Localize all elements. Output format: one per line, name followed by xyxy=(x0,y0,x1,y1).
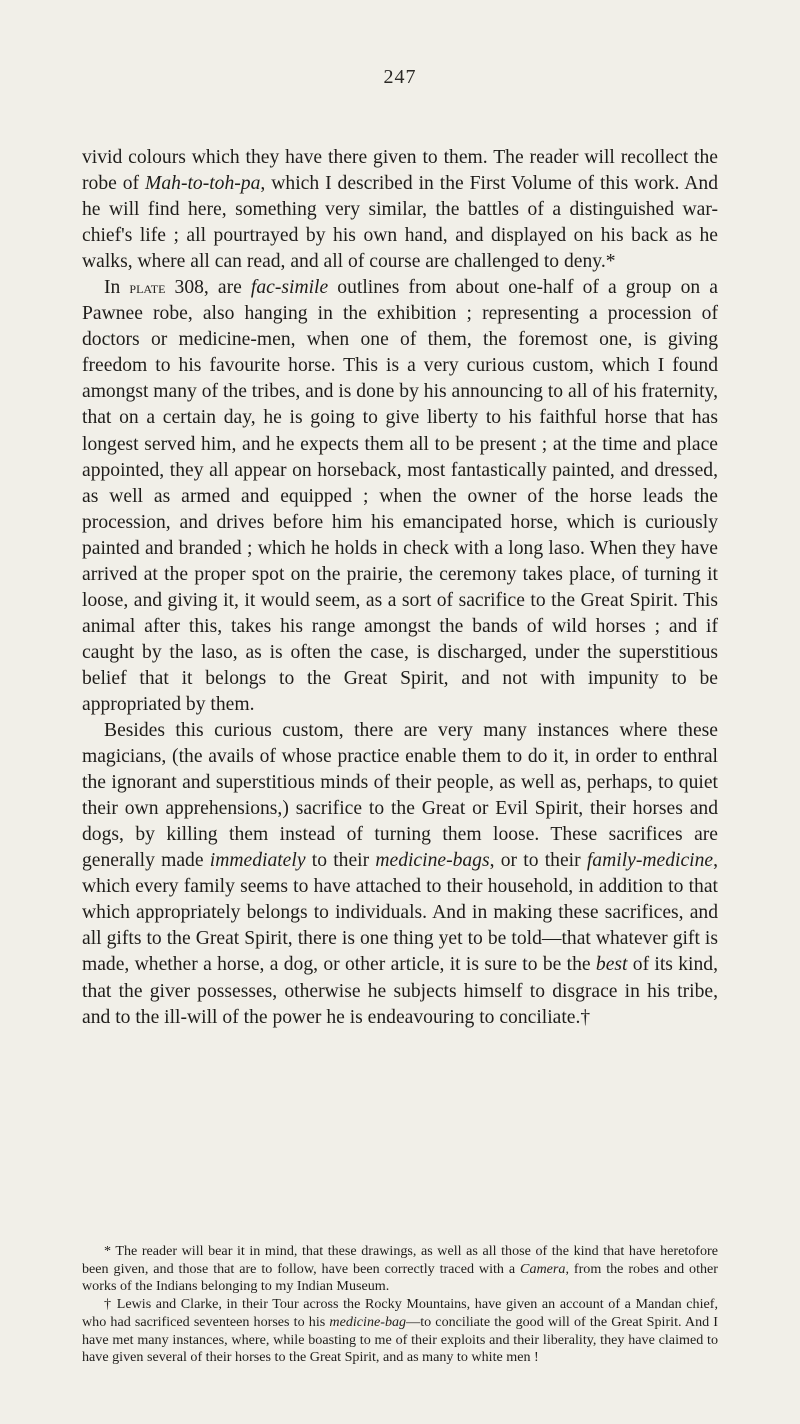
text-run: outlines from about one-half of a group on a Pawnee robe, also hanging in the exhibition ; representing a procession of doctors or medicine-men, when one of them, the foremost one, is giving freedom to his favourite horse. This is a very curious custom, which I found amongst many of the tribes, and is done by his announcing to all of his fraternity, that on a certain day, he is going to give liberty to his faithful horse that has longest served him, and he expects them all to be present ; at the time and place appointed, they all appear on horseback, most fantastically painted, and dressed, as well as armed and equipped ; when the owner of the horse leads the procession, and drives before him his emancipated horse, which is curiously painted and branded ; which he holds in check with a long laso. When they have arrived at the proper spot on the prairie, the ceremony takes place, of turning it loose, and giving it, it would seem, as a sort of sacrifice to the Great Spirit. This animal after this, takes his range amongst the bands of wild horses ; and if caught by the laso, as is often the case, is discharged, under the superstitious belief that it belongs to the Great Spirit, and not with impunity to be appropriated by them. xyxy=(82,277,718,715)
text-run: , which I described in the First Volume of this work. And he will find here, something very similar, the battles of a distinguished war-chief's life ; all pourtrayed by his own hand, and displayed on his back as he walks, where all can read, and all of course are challenged to deny.* xyxy=(82,173,718,273)
body-text xyxy=(82,145,718,1031)
italic-text: medicine-bag xyxy=(329,1313,407,1330)
italic-text: Mah-to-toh-pa xyxy=(145,173,261,195)
italic-text: best xyxy=(595,954,628,976)
text-run: , which every family seems to have attached to their household, in addition to that which appropriately belongs to individuals. And in making these sacrifices, and all gifts to the Great Spirit, there is one thing yet to be told—that whatever gift is made, whether a horse, a dog, or other article, it is sure to be the xyxy=(82,850,718,976)
text-run: of its kind, that the giver possesses, otherwise he subjects himself to disgrace in his tribe, and to the ill-will of the power he is endeavouring to conciliate.† xyxy=(82,954,718,1028)
italic-text: immediately xyxy=(209,850,306,872)
footnote xyxy=(82,1243,718,1296)
paragraph xyxy=(82,145,718,275)
italic-text: medicine-bags xyxy=(375,850,490,872)
italic-text: Camera xyxy=(520,1260,566,1277)
text-run: plate xyxy=(129,278,166,298)
page-number: 247 xyxy=(383,66,417,88)
paragraph xyxy=(82,718,718,1031)
text-run: to their xyxy=(305,850,376,872)
text-run: In xyxy=(104,277,130,299)
italic-text: fac-simile xyxy=(250,277,329,299)
text-run: vivid colours which they have there given to them. The reader will recollect the robe of xyxy=(82,147,718,195)
text-run: , from the robes and other works of the Indians belonging to my Indian Museum. xyxy=(82,1260,719,1295)
text-run: * The reader will bear it in mind, that these drawings, as well as all those of the kind that have heretofore been given, and those that are to follow, have been correctly traced with a xyxy=(82,1243,718,1277)
text-run: † Lewis and Clarke, in their Tour across the Rocky Mountains, have given an account of a Mandan chief, who had sacrificed seventeen horses to his xyxy=(82,1296,718,1330)
footnotes xyxy=(82,1243,718,1367)
text-run: Besides this curious custom, there are very many instances where these magicians, (the avails of whose practice enable them to do it, in order to enthral the ignorant and superstitious minds of their people, as well as, perhaps, to quiet their own apprehensions,) sacrifice to the Great or Evil Spirit, their horses and dogs, by killing them instead of turning them loose. These sacrifices are generally made xyxy=(82,720,718,872)
text-run: 308, are xyxy=(165,277,251,299)
italic-text: family-medicine xyxy=(586,850,714,872)
paragraph xyxy=(82,275,718,718)
text-run: , or to their xyxy=(489,850,587,872)
footnote xyxy=(82,1296,718,1367)
text-run: —to conciliate the good will of the Great Spirit. And I have met many instances, where, while boasting to me of their exploits and their liberality, they have claimed to have given several of their horses to the Great Spirit, and as many to white men ! xyxy=(82,1313,718,1366)
